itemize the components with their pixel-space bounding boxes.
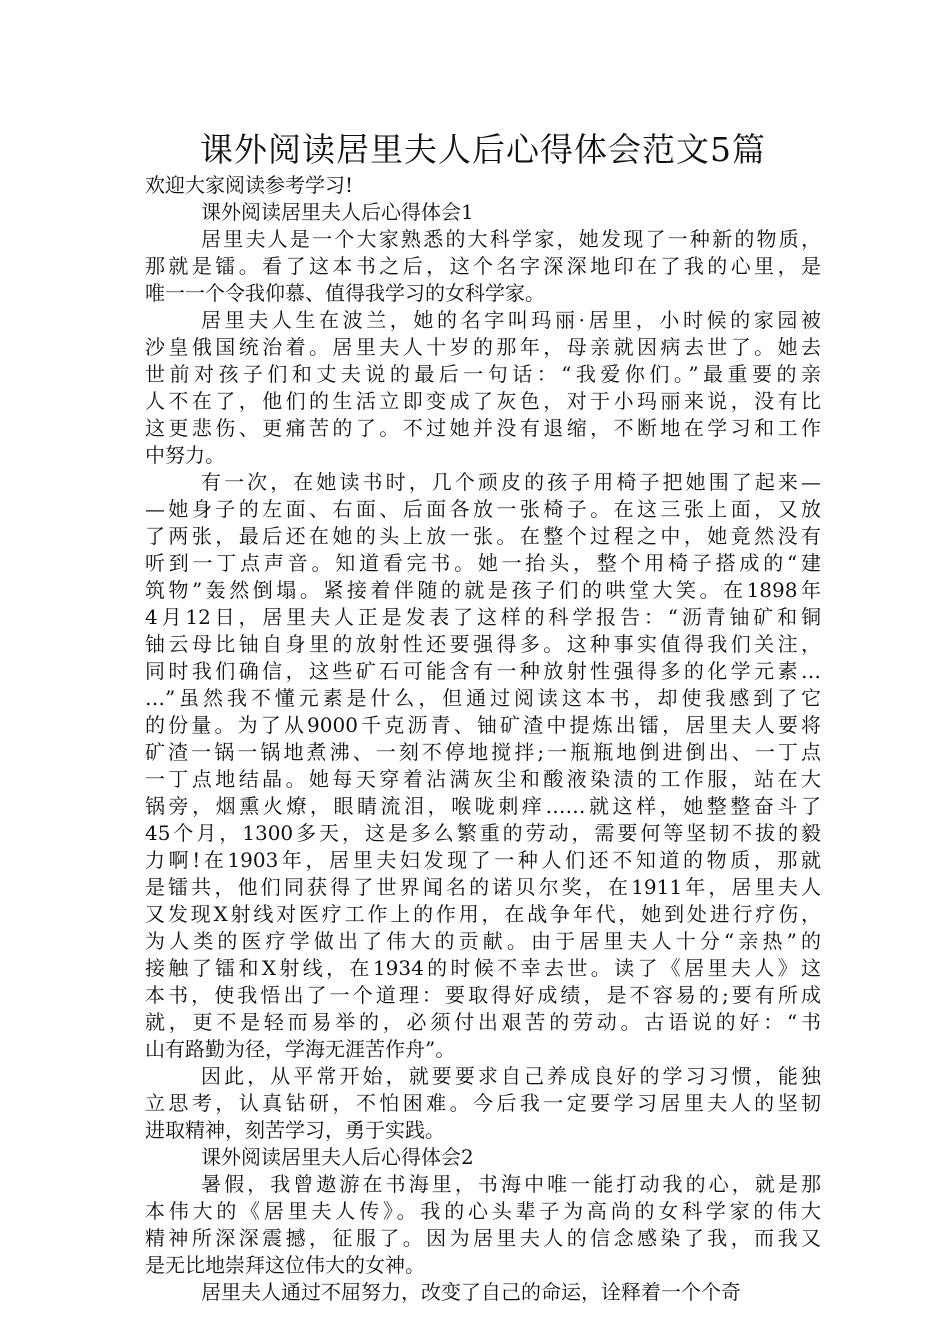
paragraph-line: 本书，使我悟出了一个道理：要取得好成绩，是不容易的;要有所成 (145, 983, 821, 1007)
document-intro: 欢迎大家阅读参考学习! (145, 173, 354, 197)
paragraph-line: 铀云母比铀自身里的放射性还要强得多。这种事实值得我们关注， (145, 632, 821, 656)
document-page (145, 128, 821, 1306)
paragraph-line: 立思考，认真钻研，不怕困难。今后我一定要学习居里夫人的坚韧 (145, 1091, 821, 1115)
section-heading: 课外阅读居里夫人后心得体会2 (201, 1145, 474, 1169)
paragraph (145, 469, 821, 1063)
paragraph-line: 锅旁，烟熏火燎，眼睛流泪，喉咙刺痒……就这样，她整整奋斗了 (145, 794, 821, 818)
paragraph-line: 因此，从平常开始，就要要求自己养成良好的学习习惯，能独 (201, 1064, 821, 1088)
paragraph-line: 中努力。 (145, 443, 225, 467)
paragraph-line: 是无比地崇拜这位伟大的女神。 (145, 1253, 425, 1277)
paragraph-line: 就，更不是轻而易举的，必须付出艰苦的劳动。古语说的好：“书 (145, 1010, 821, 1034)
paragraph-line: 有一次，在她读书时，几个顽皮的孩子用椅子把她围了起来— (201, 470, 821, 494)
paragraph-line: 为人类的医疗学做出了伟大的贡献。由于居里夫人十分“亲热”的 (145, 929, 821, 953)
paragraph-line: 世前对孩子们和丈夫说的最后一句话：“我爱你们。”最重要的亲 (145, 362, 821, 386)
paragraph-line: 4月12日，居里夫人正是发表了这样的科学报告：“沥青铀矿和铜 (145, 605, 821, 629)
article-section (145, 1144, 821, 1306)
paragraph-line: 居里夫人通过不屈努力，改变了自己的命运，诠释着一个个奇 (201, 1280, 741, 1304)
paragraph-line: 力啊!在1903年，居里夫妇发现了一种人们还不知道的物质，那就 (145, 848, 821, 872)
paragraph-line: 一丁点地结晶。她每天穿着沾满灰尘和酸液染渍的工作服，站在大 (145, 767, 821, 791)
paragraph (145, 1279, 821, 1306)
paragraph-line: 唯一一个令我仰慕、值得我学习的女科学家。 (145, 281, 545, 305)
paragraph-line: 进取精神，刻苦学习，勇于实践。 (145, 1118, 445, 1142)
paragraph-line: 又发现X射线对医疗工作上的作用，在战争年代，她到处进行疗伤， (145, 902, 821, 926)
paragraph-line: 的份量。为了从9000千克沥青、铀矿渣中提炼出镭，居里夫人要将 (145, 713, 821, 737)
paragraph-line: …”虽然我不懂元素是什么，但通过阅读这本书，却使我感到了它 (145, 686, 821, 710)
paragraph (145, 307, 821, 469)
article-section (145, 199, 821, 1144)
paragraph-line: 45个月，1300多天，这是多么繁重的劳动，需要何等坚韧不拔的毅 (145, 821, 821, 845)
paragraph-line: 是镭共，他们同获得了世界闻名的诺贝尔奖，在1911年，居里夫人 (145, 875, 821, 899)
paragraph (145, 1171, 821, 1279)
paragraph-line: 筑物”轰然倒塌。紧接着伴随的就是孩子们的哄堂大笑。在1898年 (145, 578, 821, 602)
paragraph-line: 居里夫人是一个大家熟悉的大科学家，她发现了一种新的物质， (201, 227, 821, 251)
paragraph-line: 接触了镭和X射线，在1934的时候不幸去世。读了《居里夫人》这 (145, 956, 821, 980)
paragraph-line: 人不在了，他们的生活立即变成了灰色，对于小玛丽来说，没有比 (145, 389, 821, 413)
paragraph-line: 精神所深深震撼，征服了。因为居里夫人的信念感染了我，而我又 (145, 1226, 821, 1250)
document-body (145, 199, 821, 1306)
paragraph-line: —她身子的左面、右面、后面各放一张椅子。在这三张上面，又放 (145, 497, 821, 521)
paragraph-line: 矿渣一锅一锅地煮沸、一刻不停地搅拌;一瓶瓶地倒进倒出、一丁点 (145, 740, 821, 764)
document-title: 课外阅读居里夫人后心得体会范文5篇 (200, 130, 766, 169)
paragraph-line: 暑假，我曾遨游在书海里，书海中唯一能打动我的心，就是那 (201, 1172, 821, 1196)
paragraph-line: 本伟大的《居里夫人传》。我的心头辈子为高尚的女科学家的伟大 (145, 1199, 821, 1223)
paragraph-line: 山有路勤为径，学海无涯苦作舟”。 (145, 1037, 456, 1061)
paragraph-line: 这更悲伤、更痛苦的了。不过她并没有退缩，不断地在学习和工作 (145, 416, 821, 440)
paragraph-line: 了两张，最后还在她的头上放一张。在整个过程之中，她竟然没有 (145, 524, 821, 548)
paragraph-line: 沙皇俄国统治着。居里夫人十岁的那年，母亲就因病去世了。她去 (145, 335, 821, 359)
paragraph-line: 同时我们确信，这些矿石可能含有一种放射性强得多的化学元素… (145, 659, 821, 683)
paragraph-line: 居里夫人生在波兰，她的名字叫玛丽·居里，小时候的家园被 (201, 308, 821, 332)
paragraph-line: 那就是镭。看了这本书之后，这个名字深深地印在了我的心里，是 (145, 254, 821, 278)
section-heading: 课外阅读居里夫人后心得体会1 (201, 200, 474, 224)
paragraph (145, 226, 821, 307)
paragraph-line: 听到一丁点声音。知道看完书。她一抬头，整个用椅子搭成的“建 (145, 551, 821, 575)
paragraph (145, 1063, 821, 1144)
